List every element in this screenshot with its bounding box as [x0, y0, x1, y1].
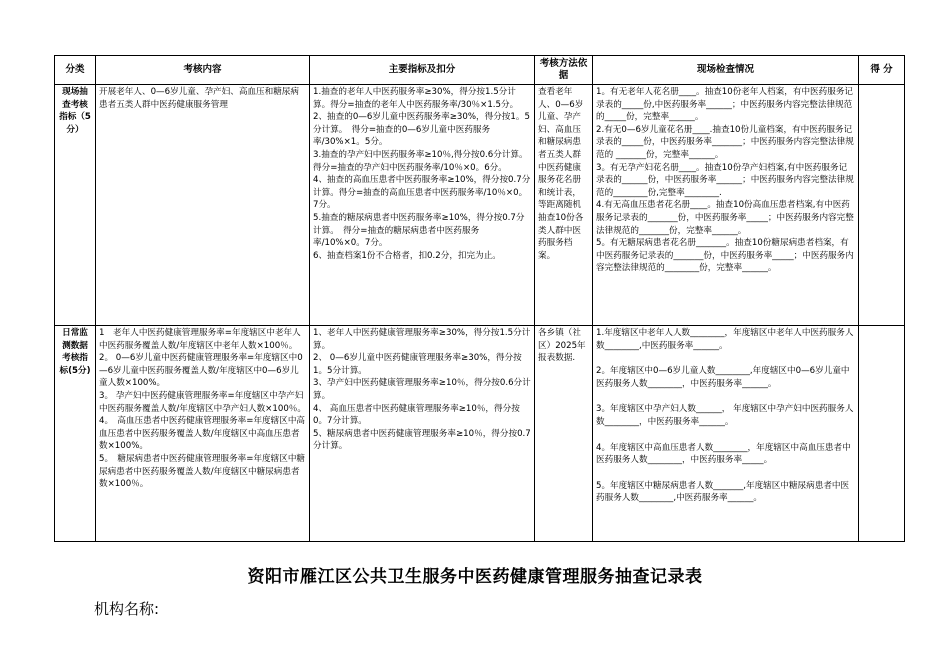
row-category: 日常监测数据考核指标(5分) [55, 326, 96, 542]
indicator-line: 5、糖尿病患者中医药健康管理服务率≥10％，得分按0.7分计算。 [313, 428, 531, 452]
header-content: 考核内容 [96, 56, 310, 85]
table-row [55, 85, 905, 326]
inspection-line: 3。年度辖区中孕产妇人数______， 年度辖区中孕产妇中医药服务人数________，中医药服务率______。 [596, 404, 854, 427]
content-line: 3。 孕产妇中医药健康管理服务率=年度辖区中孕产妇中医药服务覆盖人数/年度辖区中孕产妇人数×100％。 [99, 390, 306, 414]
indicator-line: 2、 0—6岁儿童中医药健康管理服务率≥30%，得分按1。5分计算。 [313, 353, 522, 376]
header-method: 考核方法依据 [535, 56, 593, 85]
content-line: 5。 糖尿病患者中医药健康管理服务率=年度辖区中糖尿病患者中医药服务覆盖人数/年度辖区中糖尿病患者数×100％。 [99, 453, 306, 490]
table-header-row [55, 56, 905, 85]
row-method: 各乡镇（社区）2025年报表数据. [535, 326, 593, 542]
inspection-line: 3。有无孕产妇花名册____。抽查10份孕产妇档案,有中医药服务记录表的______份，中医药服务率______；中医药服务内容完整法律规范的________份,完整率________. [596, 162, 854, 198]
indicator-line: 4、 高血压患者中医药健康管理服务率≥10％，得分按0。7分计算。 [313, 403, 520, 427]
indicator-line: 3.抽查的孕产妇中医药服务率≥10％,得分按0.6分计算。得分=抽查的孕产妇中医药服务率/10％×0。6分。 [313, 149, 528, 173]
row-content [96, 326, 310, 542]
assessment-table [54, 55, 905, 542]
content-line: 开展老年人、0—6岁儿童、孕产妇、高血压和糖尿病患者五类人群中医药健康服务管理 [99, 87, 299, 110]
indicator-line: 5.抽查的糖尿病患者中医药服务率≥10%，得分按0.7分计算。 得分=抽查的糖尿病患者中医药服务率/10%×0。7分。 [313, 212, 525, 249]
table-row [55, 326, 905, 542]
header-category: 分类 [55, 56, 96, 85]
header-score: 得 分 [859, 56, 905, 85]
indicator-line: 1、老年人中医药健康管理服务率≥30%，得分按1.5分计算。 [313, 328, 531, 351]
row-score-cell[interactable] [859, 326, 905, 542]
row-method: 查看老年人、0—6岁儿童、孕产妇、高血压和糖尿病患者五类人群中医药健康服务花名册和统计表，等距离随机抽查10份各类人群中医药服务档案。 [535, 85, 593, 326]
row-inspection [593, 326, 859, 542]
content-line: 2。 0—6岁儿童中医药健康管理服务率=年度辖区中0—6岁儿童中医药服务覆盖人数/年度辖区中0—6岁儿童人数×100%。 [99, 353, 303, 389]
page-title: 资阳市雁江区公共卫生服务中医药健康管理服务抽查记录表 [247, 567, 703, 587]
indicator-line: 1.抽查的老年人中医药服务率≥30%，得分按1.5分计算。得分=抽查的老年人中医药服务率/30％×1.5分。 [313, 87, 519, 110]
row-content [96, 85, 310, 326]
inspection-line: 1。有无老年人花名册____。抽查10份老年人档案，有中医药服务记录表的_____份,中医药服务率______；中医药服务内容完整法律规范的_____份，完整率______。 [596, 87, 854, 123]
row-category: 现场抽查考核指标（5分） [55, 85, 96, 326]
row-score-cell[interactable] [859, 85, 905, 326]
inspection-line: 5。年度辖区中糖尿病患者人数_______,年度辖区中糖尿病患者中医药服务人数________,中医药服务率______。 [596, 480, 850, 504]
row-inspection [593, 85, 859, 326]
indicator-line: 3、孕产妇中医药健康管理服务率≥10％，得分按0.6分计算。 [313, 378, 531, 401]
row-indicators [310, 85, 535, 326]
indicator-line: 2、抽查的0—6岁儿童中医药服务率≥30%，得分按1。5分计算。 得分=抽查的0—6岁儿童中医药服务率/30%×1。5分。 [313, 112, 530, 148]
inspection-line: 2。年度辖区中0—6岁儿童人数________,年度辖区中0—6岁儿童中医药服务人数________，中医药服务率______。 [596, 366, 850, 389]
header-inspection: 现场检查情况 [593, 56, 859, 85]
inspection-line: 2.有无0—6岁儿童花名册____.抽查10份儿童档案，有中医药服务记录表的_____份，中医药服务率_______；中医药服务内容完整法律规范的 _______份，完整率______。 [596, 124, 854, 160]
content-line: 4。 高血压患者中医药健康管理服务率=年度辖区中高血压患者中医药服务覆盖人数/年度辖区中高血压患者数×100%。 [99, 416, 306, 452]
header-indicators: 主要指标及扣分 [310, 56, 535, 85]
content-line: 1 老年人中医药健康管理服务率=年度辖区中老年人中医药服务覆盖人数/年度辖区中老年人数×100％。 [99, 328, 301, 351]
indicator-line: 4、抽查的高血压患者中医药服务率≥10%，得分按0.7分计算。得分=抽查的高血压患者中医药服务率/10％×0。7分。 [313, 175, 531, 211]
indicator-line: 6、抽查档案1份不合格者，扣0.2分，扣完为止。 [313, 250, 501, 261]
org-name-label: 机构名称: [94, 600, 160, 618]
inspection-line: 5。有无糖尿病患者花名册_______。抽查10份糖尿病患者档案，有中医药服务记录表的_______份，中医药服务率_____；中医药服务内容完整法律规范的________份，完整率______。 [596, 238, 854, 274]
row-indicators [310, 326, 535, 542]
inspection-line: 4.有无高血压患者花名册____。抽查10份高血压患者档案,有中医药服务记录表的_______份，中医药服务率_____；中医药服务内容完整法律规范的_______份，完整率______。 [596, 200, 854, 236]
inspection-line: 1.年度辖区中老年人人数________，年度辖区中老年人中医药服务人数________,中医药服务率______。 [596, 328, 854, 351]
inspection-line: 4。年度辖区中高血压患者人数________，年度辖区中高血压患者中医药服务人数________，中医药服务率_____。 [596, 442, 851, 466]
